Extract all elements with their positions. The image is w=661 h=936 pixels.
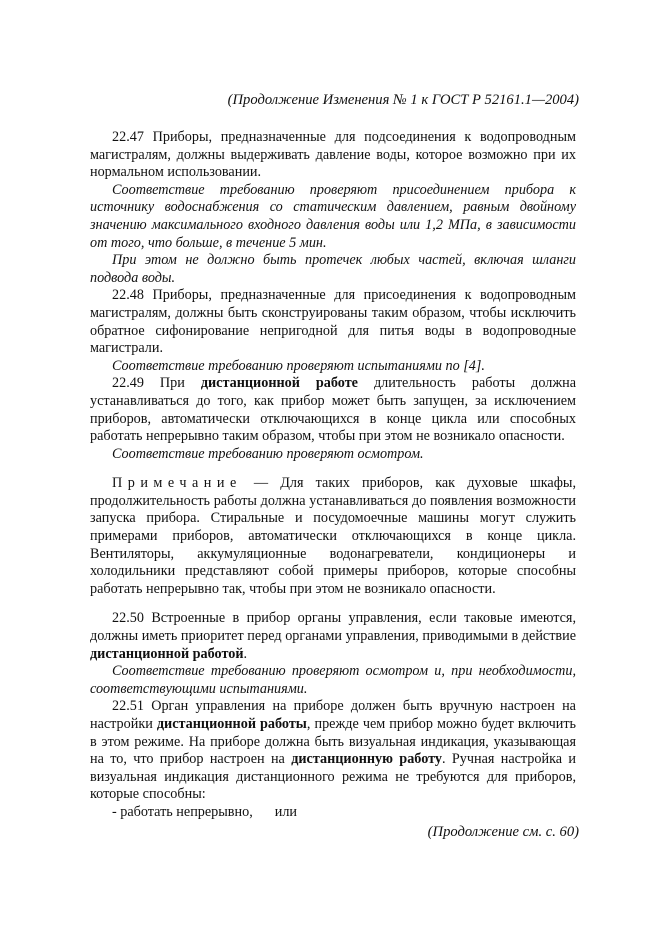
page-footer: (Продолжение см. с. 60): [427, 824, 579, 840]
clause-22-51-start: 22.51 Орган управления на приборе должен быть вручную настроен на настройки: [90, 698, 576, 732]
list-item-conjunction: или: [274, 803, 298, 820]
term-remote-operation-acc: дистанционную работу: [291, 751, 442, 768]
clause-22-49: [90, 375, 576, 445]
clause-22-47-condition: При этом не должно быть протечек любых частей, включая шланги подвода воды.: [90, 252, 576, 286]
note-label: Примечание: [112, 475, 242, 492]
clause-22-48-check: Соответствие требованию проверяют испытаниями по [4].: [112, 357, 485, 374]
clause-22-50: [90, 610, 576, 663]
clause-22-51: [90, 698, 576, 804]
term-remote-operation: дистанционной работе: [200, 375, 358, 392]
clause-22-49-start: 22.49 При: [112, 375, 201, 392]
clause-22-49-rest: длительность работы должна устанавливаться до того, как прибор может быть запущен, за исключением приборов, автоматически отключающихся в конце цикла или способных работать непрерывно таким образом, чтобы при этом не возникало опасности.: [90, 375, 577, 445]
clause-22-47: 22.47 Приборы, предназначенные для подсоединения к водопроводным магистралям, должны выдерживать давление воды, которое возможно при их нормальном использовании.: [90, 129, 576, 181]
clause-22-48: 22.48 Приборы, предназначенные для присоединения к водопроводным магистралям, должны быть сконструированы таким образом, чтобы исключить обратное сифонирование непригодной для питья воды в водопроводные магистрали.: [90, 287, 576, 357]
clause-22-51-mid: , прежде чем прибор можно будет включить в этом режиме. На приборе должна быть визуальная индикация, указывающая на то, что прибор настроен на: [90, 716, 577, 768]
note: [90, 475, 576, 598]
clause-22-49-check: Соответствие требованию проверяют осмотром.: [112, 445, 424, 462]
term-remote-operation: дистанционной работой: [90, 645, 244, 662]
document-body: [90, 129, 576, 822]
clause-22-50-check: Соответствие требованию проверяют осмотром и, при необходимости, соответствующими испытаниями.: [90, 663, 576, 697]
term-remote-operation: дистанционной работы: [156, 716, 307, 732]
clause-22-51-end: . Ручная настройка и визуальная индикация дистанционного режима не требуются для приборов, которые способны:: [90, 751, 576, 803]
clause-22-50-end: .: [243, 645, 248, 662]
note-text: — Для таких приборов, как духовые шкафы, продолжительность работы должна устанавливаться до появления возможности запуска прибора. Стиральные и посудомоечные машины могут служить примерами приборов, автоматически отключающихся в конце цикла. Вентиляторы, аккумуляционные водонагреватели, кондиционеры и холодильники представляют собой примеры приборов, которые способны работать непрерывно так, чтобы при этом не возникало опасности.: [90, 475, 576, 597]
list-item: [90, 804, 576, 822]
list-item-text: - работать непрерывно,: [112, 803, 253, 820]
page-header: (Продолжение Изменения № 1 к ГОСТ Р 52161.1—2004): [227, 92, 579, 108]
clause-22-50-start: 22.50 Встроенные в прибор органы управления, если таковые имеются, должны иметь приоритет перед органами управления, приводимыми в действие: [90, 610, 576, 645]
clause-22-47-check: Соответствие требованию проверяют присоединением прибора к источнику водоснабжения со статическим давлением, равным двойному значению максимального входного давления воды или 1,2 МПа, в зависимости от того, что больше, в течение 5 мин.: [90, 181, 576, 251]
